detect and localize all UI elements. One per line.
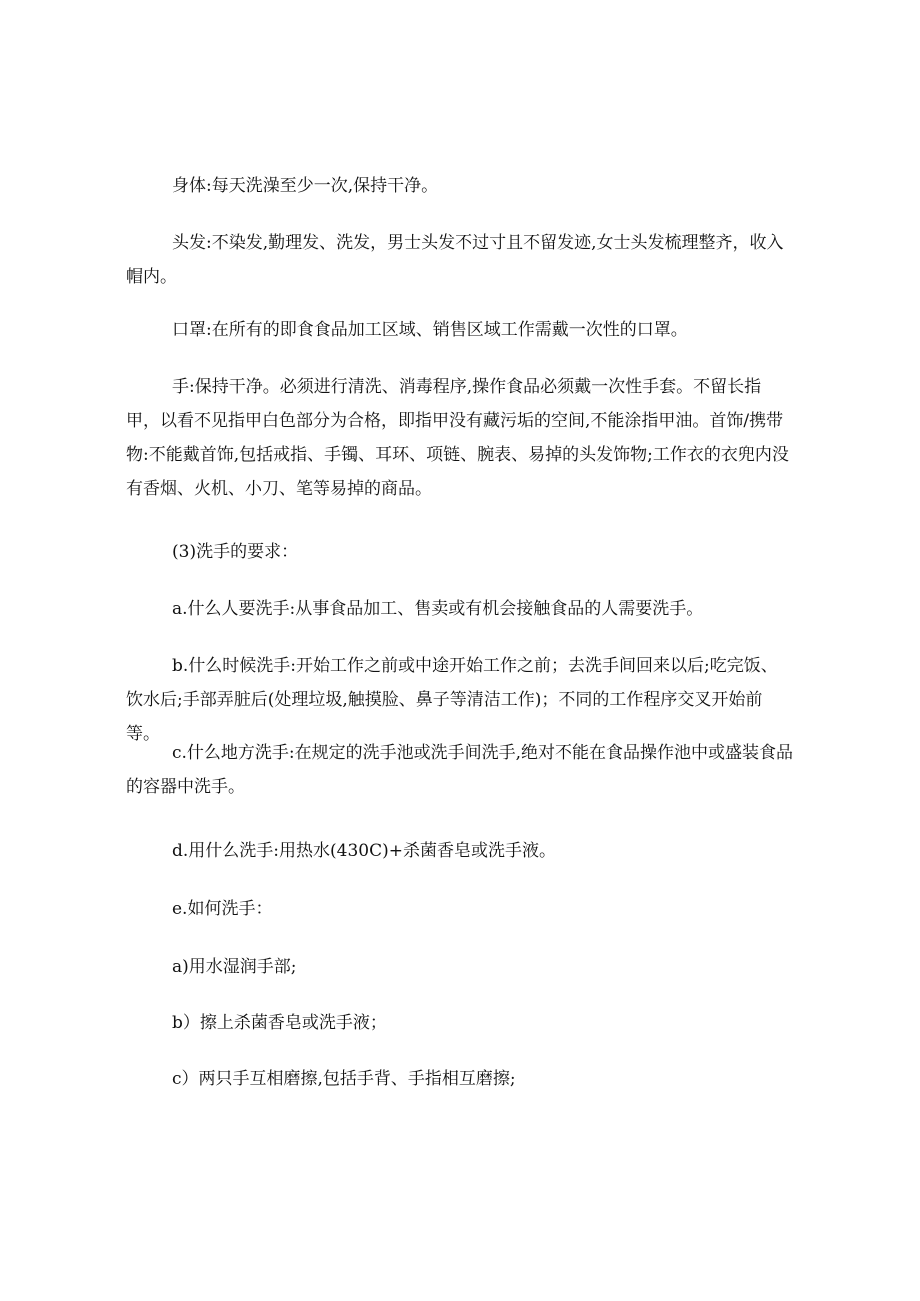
- paragraph-hands: 手:保持干净。必须进行清洗、消毒程序,操作食品必须戴一次性手套。不留长指甲，以看不见指甲白色部分为合格，即指甲没有藏污垢的空间,不能涂指甲油。首饰/携带物:不能戴首饰,包括戒指、手镯、耳环、项链、腕表、易掉的头发饰物;工作衣的衣兜内没有香烟、火机、小刀、笔等易掉的商品。: [126, 377, 789, 499]
- paragraph-when-wash: b.什么时候洗手:开始工作之前或中途开始工作之前；去洗手间回来以后;吃完饭、饮水后;手部弄脏后(处理垃圾,触摸脸、鼻子等清洁工作)；不同的工作程序交叉开始前等。: [126, 656, 778, 744]
- paragraph-mask: 口罩:在所有的即食食品加工区域、销售区域工作需戴一次性的口罩。: [172, 320, 688, 340]
- step-a: a)用水湿润手部;: [172, 957, 297, 977]
- step-c: c）两只手互相磨擦,包括手背、手指相互磨擦;: [172, 1069, 516, 1089]
- paragraph-how-to-wash: e.如何洗手：: [172, 899, 273, 919]
- paragraph-what-to-use: d.用什么洗手:用热水(430C)+杀菌香皂或洗手液。: [172, 841, 556, 861]
- section-heading-handwashing: (3)洗手的要求：: [172, 542, 299, 562]
- paragraph-who-washes: a.什么人要洗手:从事食品加工、售卖或有机会接触食品的人需要洗手。: [172, 599, 704, 619]
- step-b: b）擦上杀菌香皂或洗手液；: [172, 1013, 387, 1033]
- paragraph-hair: 头发:不染发,勤理发、洗发，男士头发不过寸且不留发迹,女士头发梳理整齐，收入帽内。: [126, 233, 784, 287]
- paragraph-body: 身体:每天洗澡至少一次,保持干净。: [172, 176, 439, 196]
- paragraph-where-wash: c.什么地方洗手:在规定的洗手池或洗手间洗手,绝对不能在食品操作池中或盛装食品的容器中洗手。: [126, 743, 794, 797]
